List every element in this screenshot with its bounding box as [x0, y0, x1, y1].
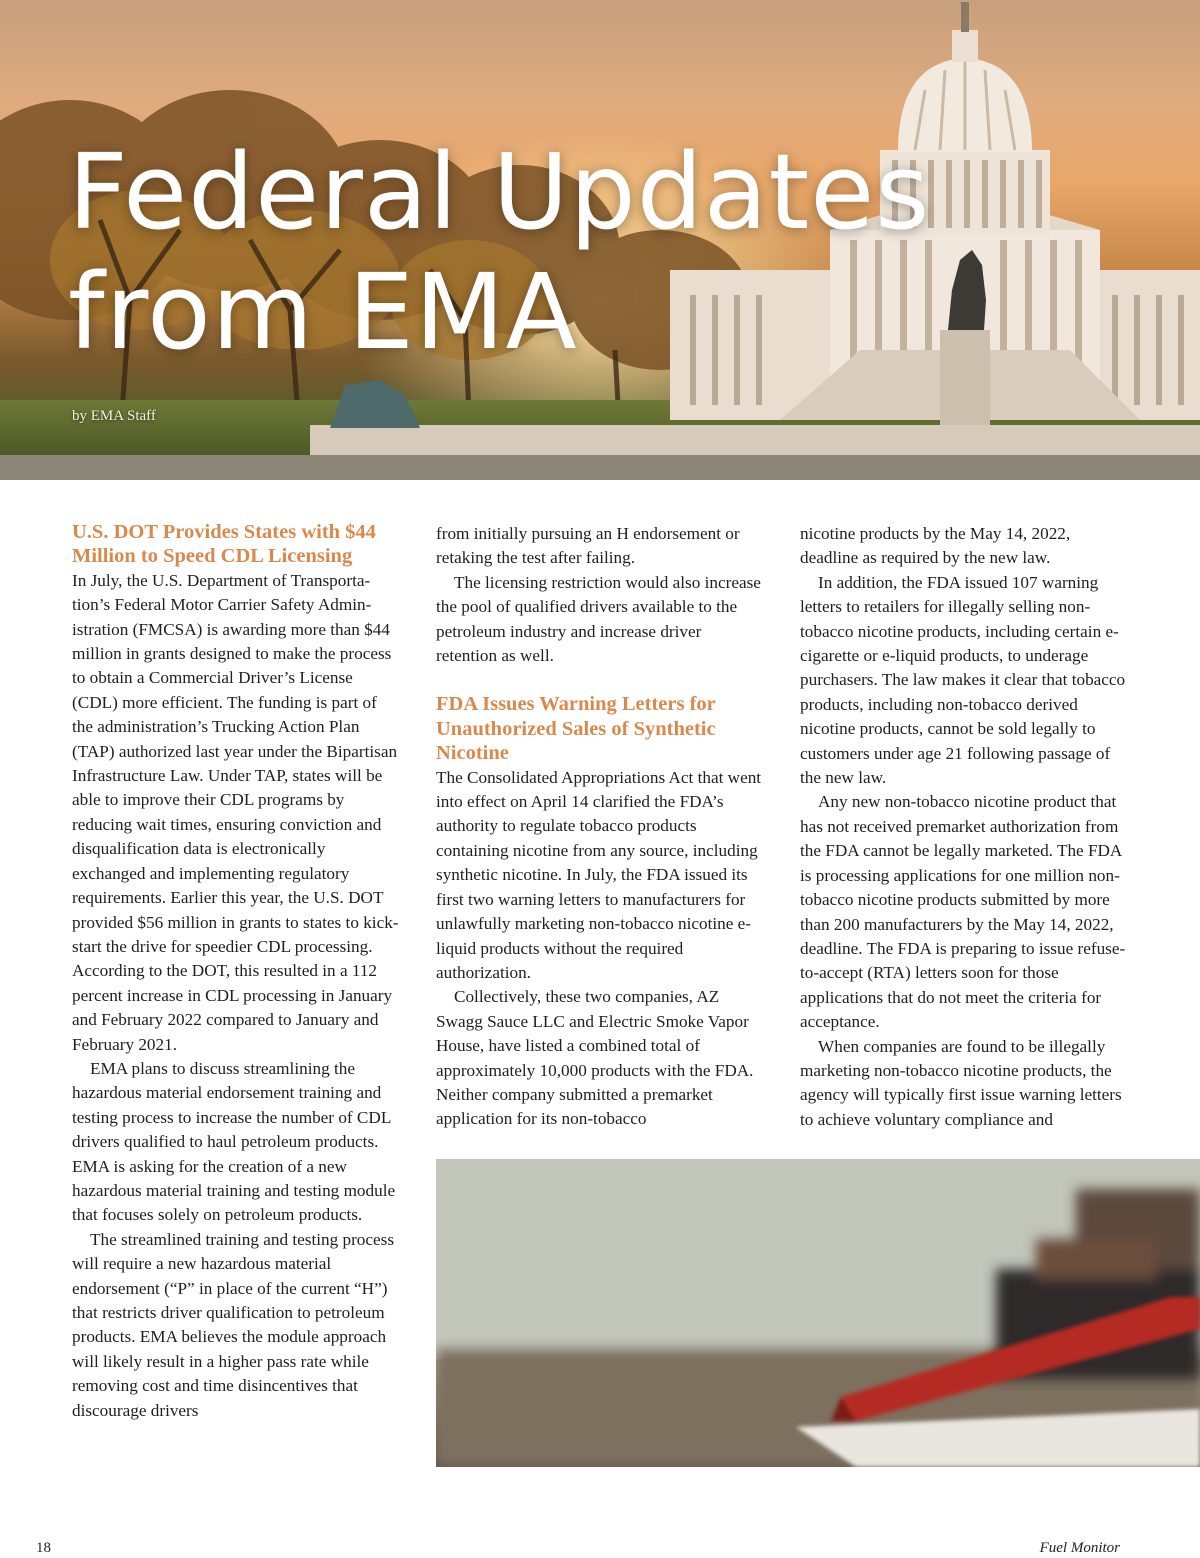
paragraph: The streamlined training and testing process will require a new hazardous material endorsement (“P” in place of the current “H”) that restricts driver qualification to petroleum products. EMA believes the module approach will likely result in a higher pass rate while removing cost and time disincentives that discourage drivers: [72, 1229, 395, 1420]
paragraph: EMA plans to discuss streamlining the hazardous material endorsement training and testing process to increase the number of CDL drivers qualified to haul petroleum products. EMA is asking for the creation of a new hazardous material training and testing module that focuses solely on petroleum products.: [72, 1058, 396, 1225]
desk-pen-photo: [436, 1159, 1200, 1467]
paragraph: The Consolidated Appropriations Act that went into effect on April 14 clarified the FDA’s authority to regulate tobacco products containing nicotine from any source, including synthetic nicotine. In July, the FDA issued its first two warning letters to manufacturers for unlawfully marketing non-tobacco nicotine e-liquid products without the required authorization.: [436, 767, 762, 982]
blurred-desk-illustration: [436, 1159, 1200, 1467]
paragraph: Any new non-tobacco nicotine product that has not received premarket authorization from the FDA cannot be legally marketed. The FDA is processing applications for one million non-tobacco nicotine products submitted by more than 200 manufacturers by the May 14, 2022, deadline. The FDA is preparing to issue refuse-to-accept (RTA) letters soon for those applications that do not meet the criteria for acceptance.: [800, 792, 1126, 1032]
paragraph: from initially pursuing an H endorsement or retaking the test after failing.: [436, 524, 740, 568]
column-1: [72, 520, 402, 1423]
paragraph: In addition, the FDA issued 107 warning letters to retailers for illegally selling non-tobacco nicotine products, including certain e-cigarette or e-liquid products, to underage purchasers. The law makes it clear that tobacco products, including non-tobacco derived nicotine products, cannot be sold legally to customers under age 21 following passage of the new law.: [800, 572, 1126, 788]
paragraph: When companies are found to be illegally marketing non-tobacco nicotine products, the agency will typically first issue warning letters to achieve voluntary compliance and: [800, 1036, 1122, 1129]
publication-name: Fuel Monitor: [1039, 1540, 1120, 1556]
title-line-2: from EMA: [68, 251, 578, 373]
paragraph: The licensing restriction would also increase the pool of qualified drivers available to the petroleum industry and increase driver retention as well.: [436, 572, 761, 666]
article-title: [68, 132, 930, 372]
title-line-1: Federal Updates: [68, 131, 931, 253]
hero-banner: [0, 0, 1200, 480]
page-number: 18: [36, 1540, 51, 1556]
byline: by EMA Staff: [72, 408, 156, 424]
paragraph: Collectively, these two companies, AZ Swagg Sauce LLC and Electric Smoke Vapor House, have listed a combined total of approximately 10,000 products with the FDA. Neither company submitted a premarket application for its non-tobacco: [436, 987, 754, 1129]
paragraph: In July, the U.S. Department of Transportation’s Federal Motor Carrier Safety Administration (FMCSA) is awarding more than $44 million in grants designed to make the process to obtain a Commercial Driver’s License (CDL) more efficient. The funding is part of the administration’s Trucking Action Plan (TAP) authorized last year under the Bipartisan Infrastructure Law. Under TAP, states will be able to improve their CDL programs by reducing wait times, ensuring conviction and disqualification data is electronically exchanged and implementing regulatory requirements. Earlier this year, the U.S. DOT provided $56 million in grants to states to kick-start the drive for speedier CDL processing. According to the DOT, this resulted in a 112 percent increase in CDL processing in January and February 2022 compared to January and February 2021.: [72, 570, 399, 1054]
section-heading-fda-nicotine: FDA Issues Warning Letters for Unauthorized Sales of Synthetic Nicotine: [436, 693, 716, 765]
paragraph: nicotine products by the May 14, 2022, deadline as required by the new law.: [800, 524, 1071, 568]
column-2: [436, 522, 764, 1132]
section-heading-dot-cdl: U.S. DOT Provides States with $44 Million to Speed CDL Licensing: [72, 521, 376, 568]
column-3: [800, 522, 1130, 1132]
